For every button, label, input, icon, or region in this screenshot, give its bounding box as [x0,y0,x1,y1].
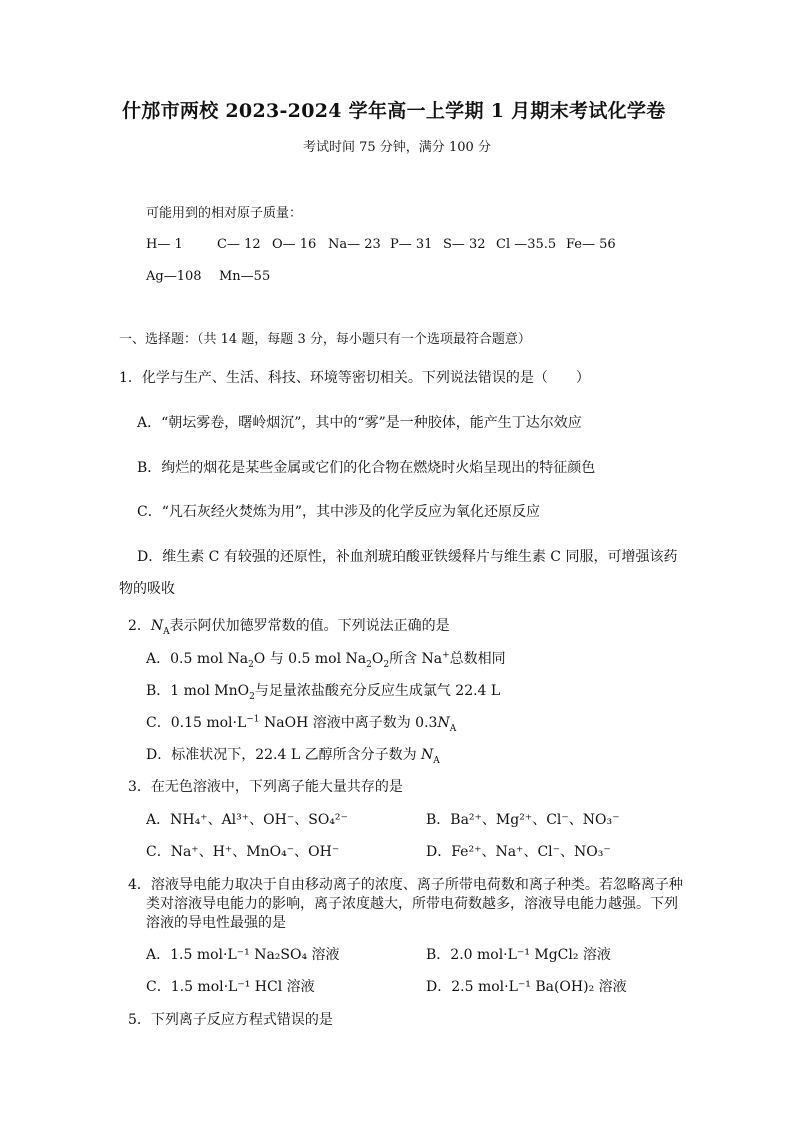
q2c-na-sub: A [449,723,457,734]
question-4-stem-line-2: 类对溶液导电能力的影响，离子浓度越大，所带电荷数越多，溶液导电能力越强。下列 [146,896,678,912]
question-1-option-a: A．“朝坛雾卷，曙岭烟沉”，其中的“雾”是一种胶体，能产生丁达尔效应 [137,415,582,431]
mass-fe: Fe— 56 [566,237,616,252]
mass-s: S— 32 [443,237,486,252]
q2d-na-symbol: N [421,747,434,763]
q2a-sub-1: 2 [248,659,254,670]
q2a-text-5: 总数相同 [449,651,506,667]
q2-number: 2． [128,618,151,634]
question-4-option-d: D．2.5 mol·L⁻¹ Ba(OH)₂ 溶液 [426,979,627,995]
mass-cl: Cl —35.5 [496,237,557,252]
q2a-text-3: O [371,651,384,667]
question-4-stem-line-1: 4．溶液导电能力取决于自由移动离子的浓度、离子所带电荷数和离子种类。若忽略离子种 [128,877,683,893]
mass-p: P— 31 [390,237,433,252]
question-2-option-c [146,714,456,732]
question-4-option-b: B．2.0 mol·L⁻¹ MgCl₂ 溶液 [426,947,611,963]
question-2-stem [128,617,450,635]
question-4-option-c: C．1.5 mol·L⁻¹ HCl 溶液 [146,979,315,995]
question-2-option-d [146,746,440,764]
atomic-mass-label: 可能用到的相对原子质量： [146,206,303,221]
question-3-option-c: C．Na⁺、H⁺、MnO₄⁻、OH⁻ [146,844,340,860]
question-4-option-a: A．1.5 mol·L⁻¹ Na₂SO₄ 溶液 [146,947,340,963]
q2c-text-1: C．0.15 mol·L [146,715,247,731]
question-4-stem-line-3: 溶液的导电性最强的是 [146,915,286,931]
q2d-na-sub: A [433,755,440,766]
question-3-option-d: D．Fe²⁺、Na⁺、Cl⁻、NO₃⁻ [426,844,611,860]
mass-mn: Mn—55 [219,269,271,284]
q2c-na-symbol: N [437,715,450,731]
question-1-stem: 1．化学与生产、生活、科技、环境等密切相关。下列说法错误的是（ ） [119,370,590,386]
mass-h: H— 1 [146,237,183,252]
q2a-sup-1: + [442,650,450,661]
q2b-sub-1: 2 [249,691,255,702]
q2a-sub-3: 2 [383,659,390,670]
question-1-option-b: B．绚烂的烟花是某些金属或它们的化合物在燃烧时火焰呈现出的特征颜色 [137,460,596,476]
q2-stem-text: 表示阿伏加德罗常数的值。下列说法正确的是 [169,618,450,634]
q2a-sub-2: 2 [366,659,372,670]
q2b-text-1: B．1 mol MnO [146,683,250,699]
question-2-option-b [146,682,500,700]
na-symbol: N [150,618,164,634]
q2c-text-2: NaOH 溶液中离子数为 0.3 [259,715,438,731]
q2d-text-1: D．标准状况下，22.4 L 乙醇所含分子数为 [146,747,422,763]
q2c-sup-1: −1 [246,714,260,725]
section-heading: 一、选择题：（共 14 题，每题 3 分，每小题只有一个选项最符合题意） [119,332,531,347]
exam-info: 考试时间 75 分钟，满分 100 分 [303,140,491,155]
question-1-option-d: D．维生素 C 有较强的还原性，补血剂琥珀酸亚铁缓释片与维生素 C 同服，可增强该药 [137,549,678,565]
page-title: 什邡市两校 2023-2024 学年高一上学期 1 月期末考试化学卷 [122,100,666,122]
question-1-option-d-cont: 物的吸收 [119,581,175,597]
mass-c: C— 12 [217,237,261,252]
question-1-option-c: C．“凡石灰经火焚炼为用”，其中涉及的化学反应为氧化还原反应 [137,504,541,520]
q2b-text-2: 与足量浓盐酸充分反应生成氯气 22.4 L [254,683,501,699]
question-2-option-a [146,650,506,668]
mass-ag: Ag—108 [146,269,202,284]
mass-o: O— 16 [272,237,317,252]
question-3-option-a: A．NH₄⁺、Al³⁺、OH⁻、SO₄²⁻ [146,812,348,828]
question-3-option-b: B．Ba²⁺、Mg²⁺、Cl⁻、NO₃⁻ [426,812,620,828]
na-subscript: A [163,626,170,637]
q2a-text-2: O 与 0.5 mol Na [253,651,367,667]
q2a-text-1: A．0.5 mol Na [146,651,249,667]
question-5-stem: 5．下列离子反应方程式错误的是 [128,1012,333,1028]
mass-na: Na— 23 [328,237,381,252]
question-3-stem: 3．在无色溶液中，下列离子能大量共存的是 [128,779,403,795]
q2a-text-4: 所含 Na [389,651,443,667]
